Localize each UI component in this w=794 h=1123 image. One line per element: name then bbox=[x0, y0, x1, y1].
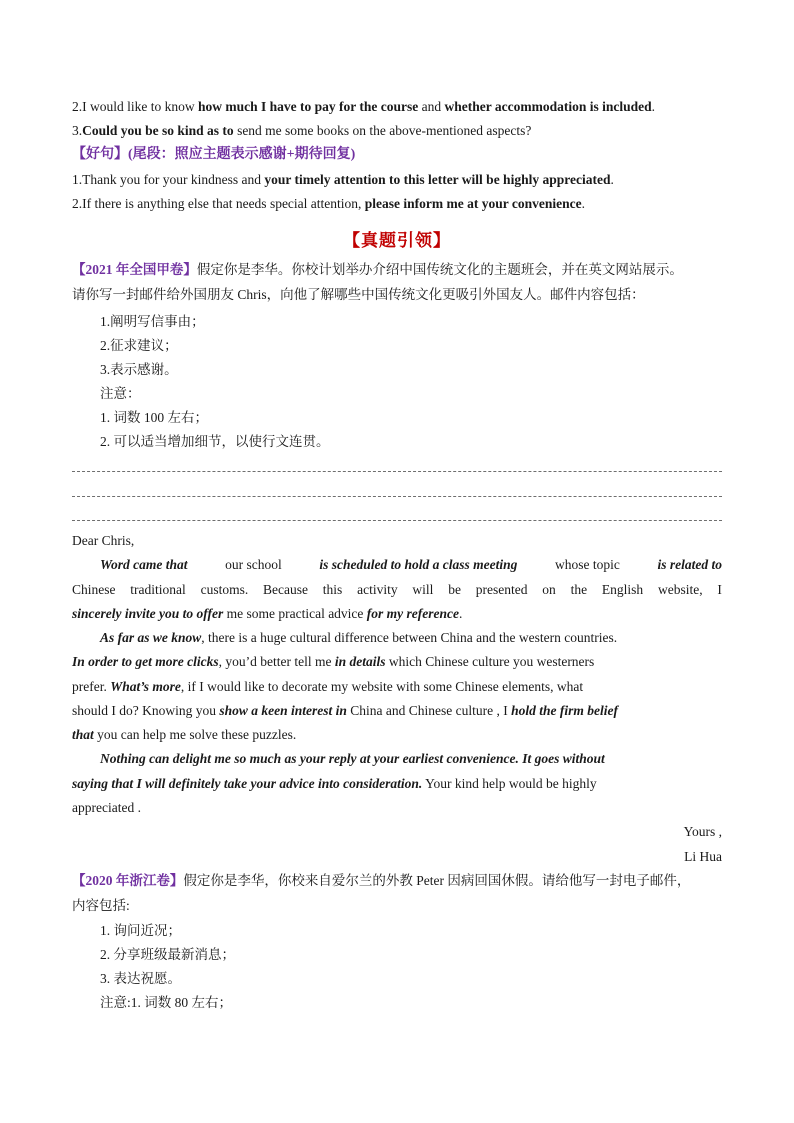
question-2020-tag: 【2020 年浙江卷】 bbox=[72, 873, 184, 888]
letter-p3-line-1: Nothing can delight me so much as your reply at your earliest convenience. It goes without bbox=[100, 751, 605, 766]
question-2020-line-1: 【2020 年浙江卷】假定你是李华，你校来自爱尔兰的外教 Peter 因病回国休假。请给他写一封电子邮件， bbox=[72, 873, 691, 888]
answer-line bbox=[72, 471, 722, 472]
question-2021-tag: 【2021 年全国甲卷】 bbox=[72, 262, 197, 277]
requirement-item: 2.征求建议； bbox=[100, 338, 178, 353]
note-label: 注意： bbox=[100, 386, 141, 401]
requirement-item: 3.表示感谢。 bbox=[100, 362, 178, 377]
letter-p1-line-1: Word came that our school is scheduled to hold a class meeting whose topic is related to bbox=[100, 557, 722, 572]
note-item: 1. 词数 100 左右； bbox=[100, 410, 208, 425]
letter-signature: Li Hua bbox=[684, 849, 722, 864]
sentence-3: 3.Could you be so kind as to send me some books on the above-mentioned aspects? bbox=[72, 123, 532, 138]
requirement-item: 3. 表达祝愿。 bbox=[100, 971, 181, 986]
question-2021-line-2: 请你写一封邮件给外国朋友 Chris，向他了解哪些中国传统文化更吸引外国友人。邮件内容包括： bbox=[72, 287, 645, 302]
letter-p2-line-4: should I do? Knowing you show a keen interest in China and Chinese culture , I hold the firm belief bbox=[72, 703, 618, 718]
requirement-item: 1. 询问近况； bbox=[100, 923, 181, 938]
good-sentences-heading: 【好句】(尾段：照应主题表示感谢+期待回复) bbox=[72, 147, 356, 162]
requirement-item: 2. 分享班级最新消息； bbox=[100, 947, 235, 962]
note-item: 2. 可以适当增加细节，以使行文连贯。 bbox=[100, 434, 330, 449]
section-title: 【真题引领】 bbox=[343, 231, 451, 250]
answer-line bbox=[72, 520, 722, 521]
good-sentence-2: 2.If there is anything else that needs special attention, please inform me at your convenience. bbox=[72, 196, 585, 211]
note-item: 注意:1. 词数 80 左右； bbox=[100, 995, 233, 1010]
letter-p3-line-3: appreciated . bbox=[72, 800, 141, 815]
sentence-2: 2.I would like to know how much I have to pay for the course and whether accommodation is included. bbox=[72, 99, 656, 114]
question-2020-line-2: 内容包括: bbox=[72, 898, 130, 913]
letter-p2-line-5: that you can help me solve these puzzles. bbox=[72, 727, 297, 742]
letter-p2-line-1: As far as we know, there is a huge cultural difference between China and the western countries. bbox=[100, 630, 618, 645]
letter-p3-line-2: saying that I will definitely take your advice into consideration. Your kind help would be highly bbox=[72, 776, 597, 791]
letter-closing: Yours , bbox=[683, 824, 722, 839]
requirement-item: 1.阐明写信事由； bbox=[100, 314, 205, 329]
letter-p2-line-3: prefer. What’s more, if I would like to decorate my website with some Chinese elements, what bbox=[72, 679, 584, 694]
answer-line bbox=[72, 496, 722, 497]
letter-p2-line-2: In order to get more clicks, you’d better tell me in details which Chinese culture you westerners bbox=[72, 654, 595, 669]
letter-p1-line-2: Chinese traditional customs. Because this activity will be presented on the English website, I bbox=[72, 582, 722, 597]
question-2021-line-1: 【2021 年全国甲卷】假定你是李华。你校计划举办介绍中国传统文化的主题班会，并在英文网站展示。 bbox=[72, 262, 683, 277]
letter-greeting: Dear Chris, bbox=[72, 533, 135, 548]
good-sentence-1: 1.Thank you for your kindness and your timely attention to this letter will be highly appreciated. bbox=[72, 172, 614, 187]
letter-p1-line-3: sincerely invite you to offer me some practical advice for my reference. bbox=[72, 606, 463, 621]
